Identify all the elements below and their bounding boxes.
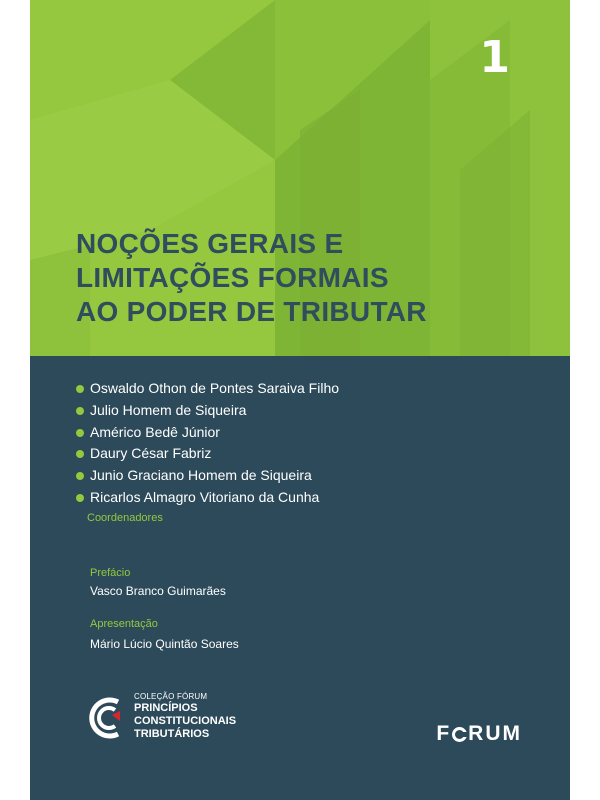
book-title bbox=[76, 227, 516, 329]
author-list bbox=[76, 378, 546, 509]
presentation-label: Apresentação bbox=[90, 618, 158, 630]
author-name: Oswaldo Othon de Pontes Saraiva Filho bbox=[90, 380, 340, 396]
collection-c-logo-icon bbox=[88, 694, 128, 742]
author-item bbox=[76, 400, 546, 422]
author-name: Junio Graciano Homem de Siqueira bbox=[90, 467, 312, 484]
title-line: NOÇÕES GERAIS E bbox=[76, 228, 344, 259]
forum-o-ring-icon bbox=[452, 727, 467, 742]
author-name: Ricarlos Almagro Vitoriano da Cunha bbox=[90, 488, 320, 505]
author-name: Américo Bedê Júnior bbox=[90, 423, 220, 440]
collection-line: PRINCÍPIOS bbox=[134, 702, 198, 714]
bullet-dot-icon bbox=[76, 429, 84, 437]
collection-subtitle: COLEÇÃO FÓRUM bbox=[134, 692, 208, 701]
title-line: AO PODER DE TRIBUTAR bbox=[76, 296, 427, 327]
volume-number: 1 bbox=[479, 32, 510, 83]
publisher-logo bbox=[436, 722, 522, 746]
preface-label: Prefácio bbox=[90, 567, 131, 579]
author-item bbox=[76, 487, 546, 509]
bullet-dot-icon bbox=[76, 472, 84, 480]
bullet-dot-icon bbox=[76, 450, 84, 458]
collection-line: CONSTITUCIONAIS bbox=[134, 715, 237, 727]
bullet-dot-icon bbox=[76, 385, 84, 393]
book-cover bbox=[30, 0, 570, 800]
author-item bbox=[76, 443, 546, 465]
author-name: Daury César Fabriz bbox=[90, 445, 212, 462]
author-item bbox=[76, 378, 546, 400]
collection-line: TRIBUTÁRIOS bbox=[134, 728, 210, 740]
publisher-text-start: F bbox=[436, 722, 452, 745]
cover-top-green-panel bbox=[30, 0, 570, 356]
coordinators-label: Coordenadores bbox=[87, 512, 163, 524]
author-name: Julio Homem de Siqueira bbox=[90, 401, 247, 418]
title-line: LIMITAÇÕES FORMAIS bbox=[76, 262, 389, 293]
presentation-author: Mário Lúcio Quintão Soares bbox=[90, 637, 239, 651]
author-item bbox=[76, 422, 546, 444]
bullet-dot-icon bbox=[76, 407, 84, 415]
bullet-dot-icon bbox=[76, 494, 84, 502]
collection-logo-block bbox=[88, 690, 288, 746]
author-item bbox=[76, 465, 546, 487]
publisher-text-end: RUM bbox=[468, 722, 522, 745]
preface-author: Vasco Branco Guimarães bbox=[90, 584, 226, 598]
